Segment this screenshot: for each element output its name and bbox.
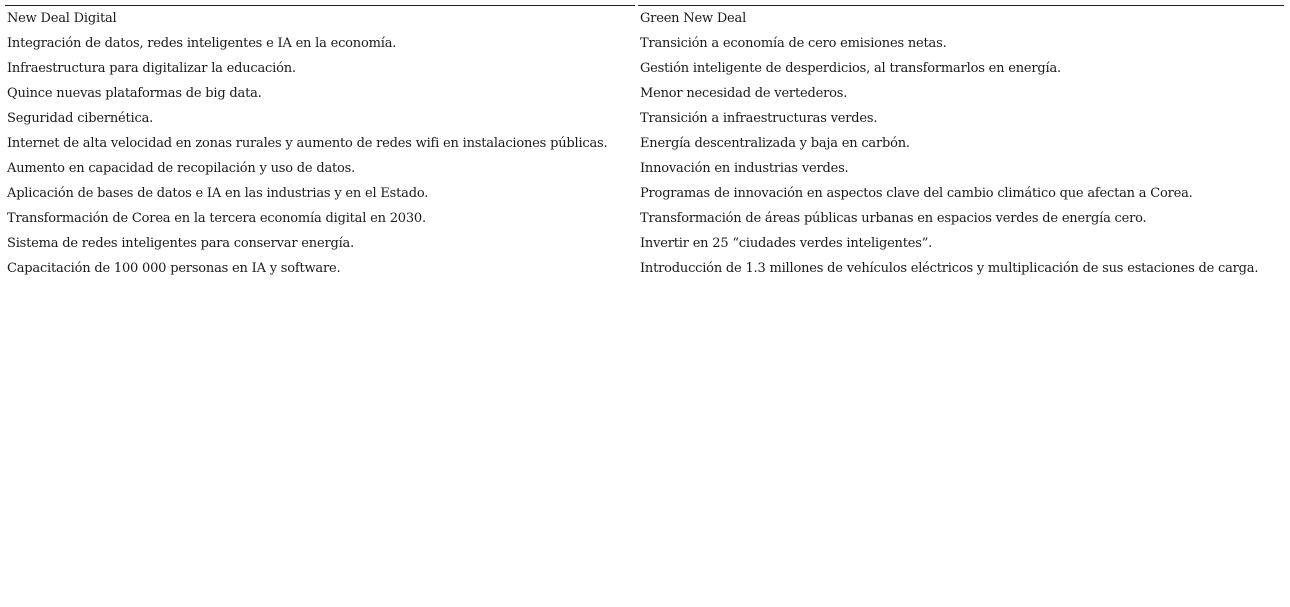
digital-item: Infraestructura para digitalizar la educación.: [7, 61, 296, 76]
green-item: Menor necesidad de vertederos.: [640, 86, 848, 101]
digital-item: Transformación de Corea en la tercera economía digital en 2030.: [7, 211, 426, 226]
table-row: [5, 106, 1284, 131]
green-item: Introducción de 1.3 millones de vehículos eléctricos y multiplicación de sus estaciones de carga.: [640, 261, 1259, 276]
green-item: Innovación en industrias verdes.: [640, 161, 849, 176]
green-item: Invertir en 25 “ciudades verdes inteligentes”.: [640, 236, 933, 251]
digital-item: Aplicación de bases de datos e IA en las industrias y en el Estado.: [7, 186, 429, 201]
green-item: Transición a economía de cero emisiones netas.: [640, 36, 947, 51]
table-row: [5, 231, 1284, 256]
digital-item: Capacitación de 100 000 personas en IA y software.: [7, 261, 341, 276]
table-row: [5, 81, 1284, 106]
green-item: Programas de innovación en aspectos clave del cambio climático que afectan a Corea.: [640, 186, 1193, 201]
table-row: [5, 156, 1284, 181]
table-header-row: [5, 5, 1284, 31]
digital-item: Integración de datos, redes inteligentes e IA en la economía.: [7, 36, 397, 51]
table-row: [5, 206, 1284, 231]
column-header-new-deal-digital: New Deal Digital: [5, 5, 635, 31]
column-header-green-new-deal: Green New Deal: [638, 5, 1284, 31]
table-row: [5, 181, 1284, 206]
digital-item: Seguridad cibernética.: [7, 111, 154, 126]
table-row: [5, 31, 1284, 56]
table-row: [5, 56, 1284, 81]
digital-item: Internet de alta velocidad en zonas rurales y aumento de redes wifi en instalaciones públicas.: [7, 136, 608, 151]
green-item: Energía descentralizada y baja en carbón.: [640, 136, 910, 151]
new-deal-comparison-table: [2, 5, 1287, 281]
table-row: [5, 131, 1284, 156]
digital-item: Quince nuevas plataformas de big data.: [7, 86, 262, 101]
green-item: Transformación de áreas públicas urbanas en espacios verdes de energía cero.: [640, 211, 1147, 226]
green-item: Gestión inteligente de desperdicios, al transformarlos en energía.: [640, 61, 1061, 76]
digital-item: Aumento en capacidad de recopilación y uso de datos.: [7, 161, 356, 176]
digital-item: Sistema de redes inteligentes para conservar energía.: [7, 236, 355, 251]
green-item: Transición a infraestructuras verdes.: [640, 111, 878, 126]
table-row: [5, 256, 1284, 281]
